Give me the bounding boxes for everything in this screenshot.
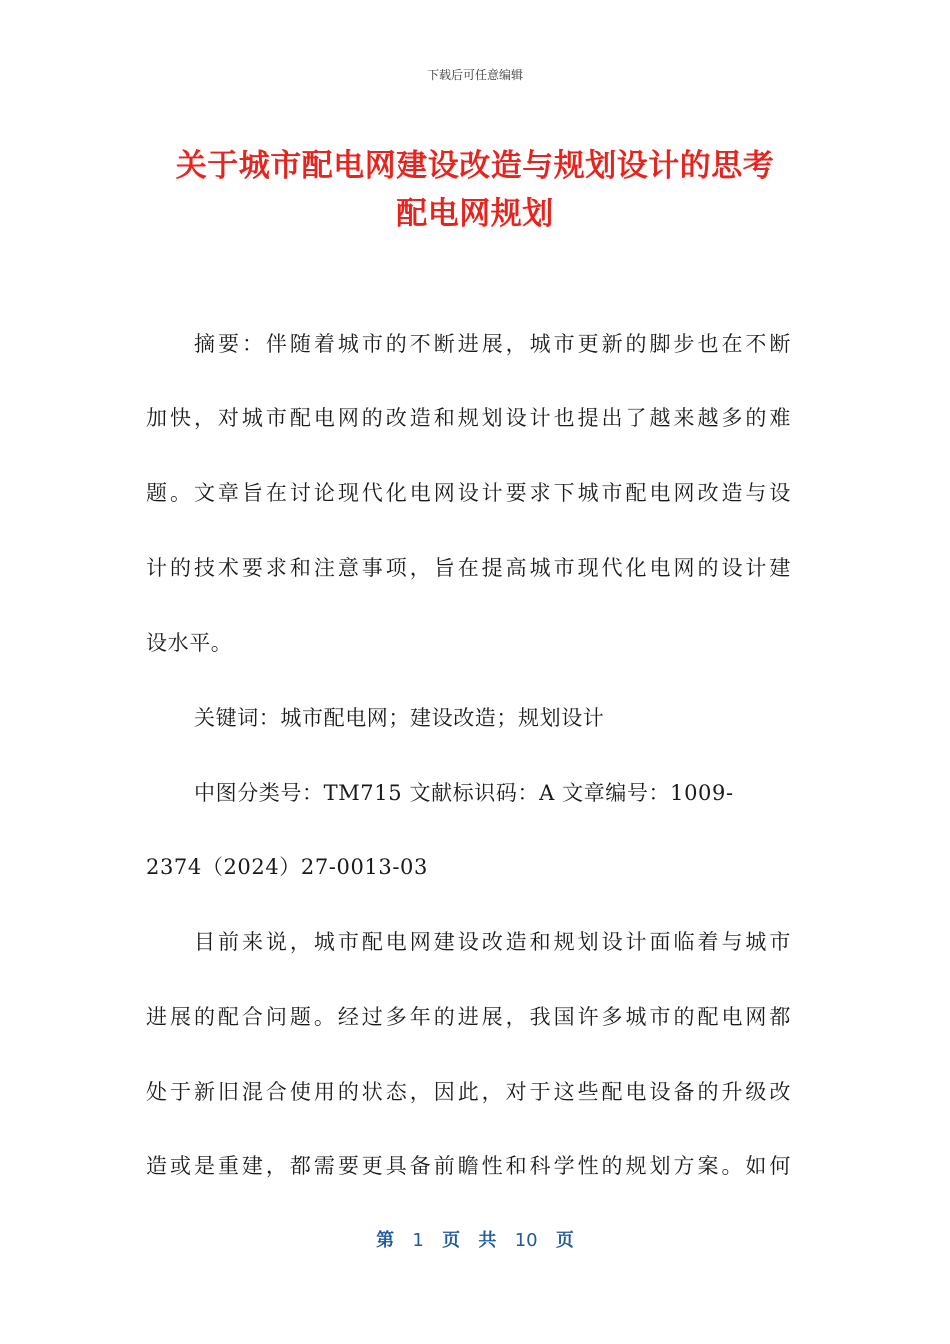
classification-line-2: 2374（2024）27-0013-03: [146, 855, 428, 879]
current-page-number: 1: [412, 1230, 424, 1251]
abstract-line-1: 摘要：伴随着城市的不断进展，城市更新的脚步也在不断: [194, 332, 791, 356]
abstract-line-5: 设水平。: [146, 631, 233, 655]
title-line-1: 关于城市配电网建设改造与规划设计的思考: [175, 148, 775, 184]
paragraph-line-4: 造或是重建，都需要更具备前瞻性和科学性的规划方案。如何: [146, 1154, 791, 1178]
footer-prefix: 第: [376, 1230, 395, 1251]
abstract-line-2: 加快，对城市配电网的改造和规划设计也提出了越来越多的难: [146, 406, 791, 430]
paragraph-line-3: 处于新旧混合使用的状态，因此，对于这些配电设备的升级改: [146, 1080, 791, 1104]
footer-middle: 页 共: [442, 1230, 497, 1251]
page-footer: [0, 1226, 950, 1252]
title-line-2: 配电网规划: [396, 196, 554, 232]
header-note: 下载后可任意编辑: [426, 68, 523, 82]
paragraph-line-1: 目前来说，城市配电网建设改造和规划设计面临着与城市: [194, 930, 791, 954]
classification-line-1: 中图分类号：TM715 文献标识码：A 文章编号：1009-: [194, 781, 734, 805]
abstract-line-3: 题。文章旨在讨论现代化电网设计要求下城市配电网改造与设: [146, 481, 791, 505]
total-page-count: 10: [514, 1230, 538, 1251]
abstract-line-4: 计的技术要求和注意事项，旨在提高城市现代化电网的设计建: [146, 556, 791, 580]
footer-suffix: 页: [555, 1230, 574, 1251]
keywords-line: 关键词：城市配电网；建设改造；规划设计: [194, 706, 605, 730]
paragraph-line-2: 进展的配合问题。经过多年的进展，我国许多城市的配电网都: [146, 1005, 791, 1029]
